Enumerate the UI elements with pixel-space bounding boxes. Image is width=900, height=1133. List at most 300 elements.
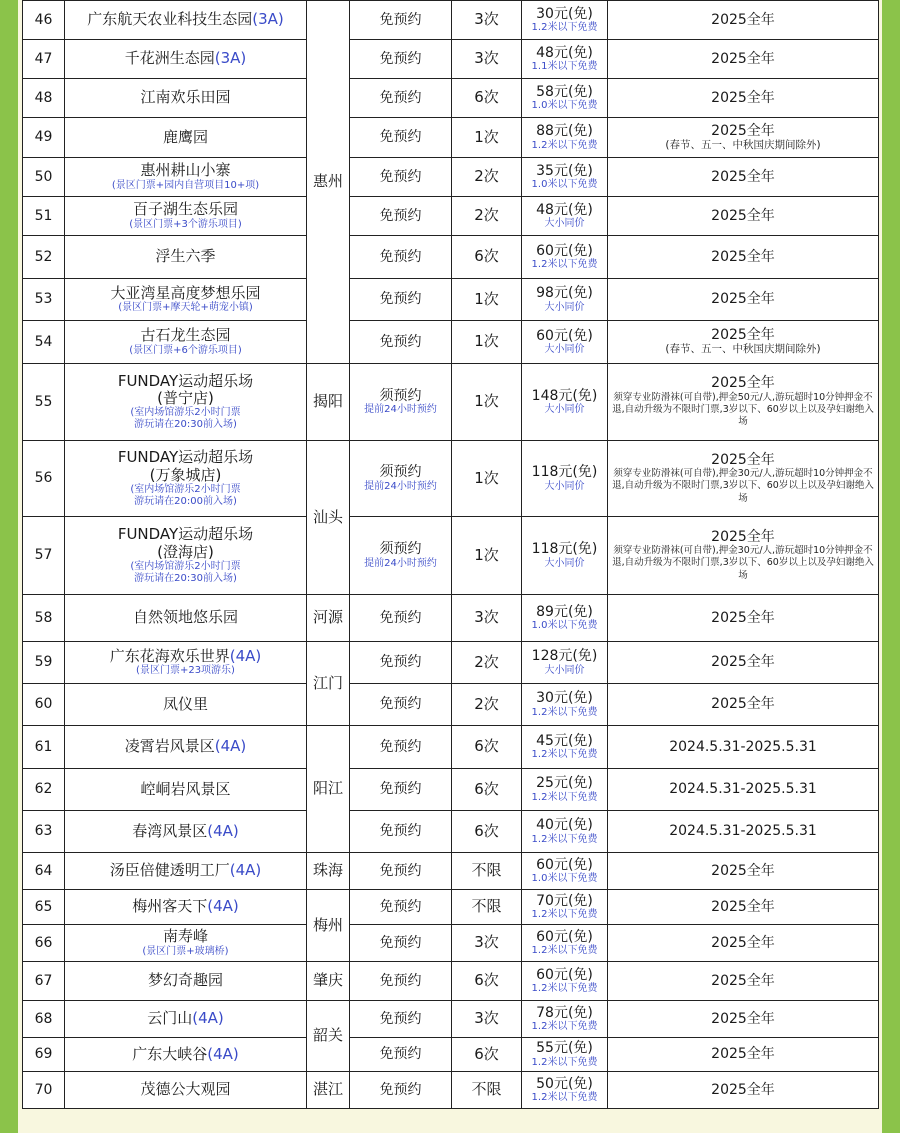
validity-period: 2025全年 (711, 122, 775, 139)
price-cell (522, 811, 608, 853)
row-number: 57 (23, 517, 65, 595)
attraction-name-cell (65, 684, 307, 726)
price-cell (522, 279, 608, 321)
attraction-name-cell (65, 925, 307, 962)
validity-period: 2024.5.31-2025.5.31 (669, 781, 817, 798)
validity-cell (608, 726, 879, 769)
table-row (23, 1001, 879, 1038)
validity-period: 2025全年 (711, 168, 775, 185)
attraction-name (67, 898, 304, 915)
booking-cell (350, 811, 452, 853)
price-cell (522, 890, 608, 925)
row-number: 65 (23, 890, 65, 925)
validity-cell (608, 1, 879, 40)
price-cell (522, 1038, 608, 1072)
price-note: 1.2米以下免费 (531, 909, 598, 921)
ticket-price: 60元(免) (536, 966, 593, 983)
attraction-name-text: 云门山 (147, 1009, 193, 1028)
booking-cell (350, 364, 452, 441)
row-number: 55 (23, 364, 65, 441)
attraction-includes: (室内场馆游乐2小时门票 (130, 560, 241, 572)
attraction-name-cell (65, 321, 307, 364)
attraction-name-text: 南寿峰 (162, 927, 208, 946)
validity-cell (608, 441, 879, 517)
validity-period: 2025全年 (711, 1010, 775, 1027)
price-cell (522, 853, 608, 890)
visit-count: 1次 (452, 364, 522, 441)
validity-note: (春节、五一、中秋国庆期间除外) (665, 138, 821, 151)
table-row (23, 517, 879, 595)
row-number: 61 (23, 726, 65, 769)
validity-cell (608, 236, 879, 279)
price-cell (522, 769, 608, 811)
attraction-name-cell (65, 642, 307, 684)
visit-count: 3次 (452, 925, 522, 962)
booking-cell (350, 726, 452, 769)
attraction-name (67, 285, 304, 302)
attraction-name (67, 201, 304, 218)
price-cell (522, 158, 608, 197)
table-row (23, 853, 879, 890)
attraction-name-cell (65, 197, 307, 236)
price-note: 大小同价 (544, 404, 585, 416)
row-number: 62 (23, 769, 65, 811)
row-number: 66 (23, 925, 65, 962)
price-note: 1.2米以下免费 (531, 983, 598, 995)
table-row (23, 79, 879, 118)
attraction-level: (4A) (207, 1044, 239, 1063)
booking-requirement: 须预约 (379, 541, 422, 558)
price-note: 1.2米以下免费 (531, 749, 598, 761)
ticket-price: 118元(免) (531, 464, 598, 481)
table-row (23, 321, 879, 364)
city-cell: 河源 (307, 595, 350, 642)
validity-cell (608, 279, 879, 321)
price-cell (522, 1001, 608, 1038)
attraction-level: (4A) (207, 897, 239, 916)
price-note: 1.2米以下免费 (531, 791, 598, 803)
attraction-table (22, 0, 879, 1109)
attraction-name-text: FUNDAY运动超乐场 (117, 371, 254, 390)
validity-cell (608, 364, 879, 441)
attraction-name-cell (65, 769, 307, 811)
attraction-name-text: 惠州耕山小寨 (140, 161, 231, 180)
attraction-name (67, 526, 304, 543)
visit-count: 2次 (452, 158, 522, 197)
validity-period: 2025全年 (711, 934, 775, 951)
booking-requirement: 免预约 (379, 129, 422, 146)
attraction-name (67, 1081, 304, 1098)
price-cell (522, 684, 608, 726)
validity-cell (608, 118, 879, 158)
validity-period: 2025全年 (711, 609, 775, 626)
validity-cell (608, 684, 879, 726)
attraction-name-cell (65, 853, 307, 890)
visit-count: 6次 (452, 962, 522, 1001)
price-cell (522, 595, 608, 642)
price-note: 1.0米以下免费 (531, 620, 598, 632)
attraction-level: (4A) (214, 737, 247, 756)
attraction-name-text: FUNDAY运动超乐场 (117, 525, 254, 544)
price-note: 1.2米以下免费 (531, 833, 598, 845)
price-note: 1.2米以下免费 (531, 139, 598, 151)
booking-requirement: 免预约 (379, 781, 422, 798)
attraction-name-text: 茂德公大观园 (140, 1080, 231, 1099)
booking-note: 提前24小时预约 (364, 480, 437, 492)
visit-count: 2次 (452, 642, 522, 684)
validity-period: 2025全年 (711, 291, 775, 308)
attraction-name-text: 汤臣倍健透明工厂 (109, 861, 230, 880)
attraction-name (67, 862, 304, 879)
booking-cell (350, 962, 452, 1001)
booking-requirement: 免预约 (379, 168, 422, 185)
booking-requirement: 免预约 (379, 1046, 422, 1063)
attraction-name (67, 327, 304, 344)
attraction-level: (3A) (252, 10, 284, 29)
attraction-includes-note: 游玩请在20:30前入场) (134, 572, 237, 584)
visit-count: 1次 (452, 321, 522, 364)
validity-cell (608, 517, 879, 595)
ticket-price: 40元(免) (536, 817, 593, 834)
attraction-name-text: 梦幻奇趣园 (147, 971, 223, 990)
booking-cell (350, 1, 452, 40)
table-row (23, 595, 879, 642)
city-cell: 珠海 (307, 853, 350, 890)
validity-period: 2025全年 (711, 248, 775, 265)
price-note: 1.0米以下免费 (531, 100, 598, 112)
price-cell (522, 962, 608, 1001)
visit-count: 6次 (452, 769, 522, 811)
price-cell (522, 925, 608, 962)
attraction-name (67, 1046, 304, 1063)
ticket-price: 70元(免) (536, 892, 593, 909)
attraction-name-text: 千花洲生态园 (124, 49, 215, 68)
ticket-price: 55元(免) (536, 1040, 593, 1057)
row-number: 60 (23, 684, 65, 726)
booking-cell (350, 40, 452, 79)
ticket-price: 78元(免) (536, 1004, 593, 1021)
price-note: 1.0米以下免费 (531, 873, 598, 885)
attraction-name-text: 凤仪里 (162, 694, 208, 713)
attraction-name-cell (65, 441, 307, 517)
booking-cell (350, 79, 452, 118)
row-number: 63 (23, 811, 65, 853)
city-cell: 汕头 (307, 441, 350, 595)
booking-requirement: 免预约 (379, 823, 422, 840)
visit-count: 1次 (452, 118, 522, 158)
attraction-name-cell (65, 364, 307, 441)
validity-cell (608, 40, 879, 79)
booking-requirement: 须预约 (379, 387, 422, 404)
row-number: 51 (23, 197, 65, 236)
attraction-name-cell (65, 79, 307, 118)
validity-cell (608, 1072, 879, 1109)
validity-cell (608, 890, 879, 925)
table-row (23, 118, 879, 158)
booking-cell (350, 321, 452, 364)
attraction-name-text: 广东大峡谷 (132, 1044, 208, 1063)
booking-requirement: 免预约 (379, 862, 422, 879)
row-number: 53 (23, 279, 65, 321)
attraction-name-text: 凌霄岩风景区 (124, 737, 215, 756)
attraction-name-text: 春湾风景区 (132, 821, 208, 840)
city-cell: 惠州 (307, 1, 350, 364)
validity-cell (608, 79, 879, 118)
attraction-name (67, 823, 304, 840)
city-cell: 湛江 (307, 1072, 350, 1109)
booking-requirement: 免预约 (379, 1010, 422, 1027)
booking-requirement: 免预约 (379, 333, 422, 350)
attraction-name (67, 11, 304, 28)
booking-cell (350, 684, 452, 726)
attraction-level: (4A) (207, 821, 239, 840)
attraction-name-text: 浮生六季 (155, 247, 216, 266)
validity-period: 2025全年 (711, 1081, 775, 1098)
booking-requirement: 须预约 (379, 464, 422, 481)
validity-period: 2025全年 (711, 89, 775, 106)
price-cell (522, 517, 608, 595)
table-row (23, 364, 879, 441)
booking-cell (350, 1038, 452, 1072)
booking-requirement: 免预约 (379, 654, 422, 671)
attraction-name (67, 648, 304, 665)
table-row (23, 1072, 879, 1109)
visit-count: 6次 (452, 79, 522, 118)
validity-period: 2025全年 (711, 327, 775, 344)
validity-cell (608, 769, 879, 811)
attraction-level: (4A) (229, 861, 262, 880)
row-number: 58 (23, 595, 65, 642)
booking-requirement: 免预约 (379, 50, 422, 67)
row-number: 56 (23, 441, 65, 517)
attraction-name (67, 162, 304, 179)
row-number: 64 (23, 853, 65, 890)
booking-requirement: 免预约 (379, 738, 422, 755)
attraction-name-cell (65, 811, 307, 853)
price-note: 1.2米以下免费 (531, 22, 598, 34)
price-note: 1.2米以下免费 (531, 1056, 598, 1068)
validity-cell (608, 1038, 879, 1072)
price-note: 1.1米以下免费 (531, 61, 598, 73)
attraction-includes-note: 游玩请在20:00前入场) (134, 495, 237, 507)
validity-period: 2025全年 (711, 528, 775, 545)
city-cell: 韶关 (307, 1001, 350, 1072)
attraction-branch: (澄海店) (157, 542, 214, 561)
attraction-branch: (普宁店) (157, 389, 214, 407)
validity-period: 2025全年 (711, 654, 775, 671)
attraction-name-cell (65, 279, 307, 321)
booking-cell (350, 197, 452, 236)
visit-count: 1次 (452, 441, 522, 517)
price-note: 1.0米以下免费 (531, 179, 598, 191)
table-row (23, 811, 879, 853)
city-cell: 梅州 (307, 890, 350, 962)
booking-requirement: 免预约 (379, 89, 422, 106)
price-note: 大小同价 (544, 664, 585, 676)
ticket-price: 98元(免) (536, 285, 593, 302)
attraction-name-cell (65, 40, 307, 79)
table-row (23, 197, 879, 236)
visit-count: 不限 (452, 890, 522, 925)
attraction-name-text: 鹿鹰园 (162, 127, 208, 146)
booking-cell (350, 1072, 452, 1109)
validity-note: (春节、五一、中秋国庆期间除外) (665, 343, 821, 356)
booking-cell (350, 279, 452, 321)
validity-note: 须穿专业防滑袜(可自带),押金30元/人,游玩超时10分钟押金不退,自动升级为不限时门票,3岁以下、60岁以上以及孕妇谢绝入场 (612, 468, 874, 504)
attraction-name-text: 梅州客天下 (132, 897, 208, 916)
booking-note: 提前24小时预约 (364, 557, 437, 569)
validity-period: 2025全年 (711, 862, 775, 879)
price-note: 大小同价 (544, 480, 585, 492)
attraction-name (67, 1010, 304, 1027)
attraction-level: (4A) (229, 646, 262, 665)
price-note: 大小同价 (544, 557, 585, 569)
booking-requirement: 免预约 (379, 972, 422, 989)
validity-period: 2025全年 (711, 207, 775, 224)
attraction-name-cell (65, 890, 307, 925)
price-note: 1.2米以下免费 (531, 1021, 598, 1033)
attraction-includes: (景区门票+3个游乐项目) (129, 218, 242, 230)
ticket-price: 60元(免) (536, 928, 593, 945)
visit-count: 1次 (452, 517, 522, 595)
booking-cell (350, 236, 452, 279)
attraction-name (67, 738, 304, 755)
booking-cell (350, 118, 452, 158)
attraction-name (67, 373, 304, 390)
attraction-includes: (景区门票+摩天轮+萌宠小镇) (118, 302, 253, 314)
ticket-price: 30元(免) (536, 5, 593, 22)
ticket-price: 148元(免) (531, 387, 598, 404)
ticket-price: 128元(免) (531, 648, 598, 665)
price-cell (522, 321, 608, 364)
price-cell (522, 364, 608, 441)
row-number: 47 (23, 40, 65, 79)
ticket-price: 48元(免) (536, 44, 593, 61)
price-cell (522, 1072, 608, 1109)
booking-cell (350, 769, 452, 811)
validity-note: 须穿专业防滑袜(可自带),押金50元/人,游玩超时10分钟押金不退,自动升级为不限时门票,3岁以下、60岁以上以及孕妇谢绝入场 (612, 391, 874, 428)
attraction-name (67, 248, 304, 265)
row-number: 52 (23, 236, 65, 279)
attraction-name-cell (65, 962, 307, 1001)
validity-period: 2025全年 (711, 972, 775, 989)
row-number: 49 (23, 118, 65, 158)
attraction-name (67, 129, 304, 146)
attraction-name-cell (65, 726, 307, 769)
table-row (23, 1, 879, 40)
price-note: 1.2米以下免费 (531, 259, 598, 271)
validity-cell (608, 811, 879, 853)
visit-count: 6次 (452, 1038, 522, 1072)
row-number: 59 (23, 642, 65, 684)
visit-count: 6次 (452, 726, 522, 769)
table-row (23, 890, 879, 925)
ticket-price: 60元(免) (536, 856, 593, 873)
attraction-includes-note: 游玩请在20:30前入场) (134, 419, 237, 431)
row-number: 67 (23, 962, 65, 1001)
price-cell (522, 441, 608, 517)
attraction-includes: (景区门票+23项游乐) (136, 665, 235, 677)
attraction-name (67, 50, 304, 67)
attraction-name-cell (65, 517, 307, 595)
price-cell (522, 118, 608, 158)
attraction-name-cell (65, 1072, 307, 1109)
table-row (23, 642, 879, 684)
booking-requirement: 免预约 (379, 291, 422, 308)
price-note: 1.2米以下免费 (531, 1092, 598, 1104)
attraction-name-text: 自然领地悠乐园 (132, 608, 238, 627)
attraction-name-cell (65, 1001, 307, 1038)
table-row (23, 40, 879, 79)
city-cell: 江门 (307, 642, 350, 726)
validity-note: 须穿专业防滑袜(可自带),押金30元/人,游玩超时10分钟押金不退,自动升级为不限时门票,3岁以下、60岁以上以及孕妇谢绝入场 (612, 545, 874, 581)
table-row (23, 158, 879, 197)
row-number: 70 (23, 1072, 65, 1109)
price-cell (522, 197, 608, 236)
attraction-name-text: 古石龙生态园 (140, 326, 231, 345)
booking-cell (350, 853, 452, 890)
attraction-name-cell (65, 118, 307, 158)
row-number: 46 (23, 1, 65, 40)
validity-period: 2025全年 (711, 375, 775, 392)
booking-cell (350, 925, 452, 962)
booking-requirement: 免预约 (379, 248, 422, 265)
ticket-price: 60元(免) (536, 327, 593, 344)
validity-period: 2024.5.31-2025.5.31 (669, 823, 817, 840)
attraction-name (67, 609, 304, 626)
visit-count: 3次 (452, 1001, 522, 1038)
row-number: 54 (23, 321, 65, 364)
attraction-name-text: 大亚湾星高度梦想乐园 (110, 283, 261, 302)
price-cell (522, 642, 608, 684)
validity-cell (608, 321, 879, 364)
visit-count: 3次 (452, 595, 522, 642)
attraction-name (67, 89, 304, 106)
right-border (882, 0, 900, 1133)
ticket-price: 58元(免) (536, 83, 593, 100)
row-number: 69 (23, 1038, 65, 1072)
table-row (23, 236, 879, 279)
booking-cell (350, 517, 452, 595)
city-cell: 阳江 (307, 726, 350, 853)
booking-note: 提前24小时预约 (364, 404, 437, 416)
attraction-name (67, 449, 304, 466)
visit-count: 3次 (452, 1, 522, 40)
validity-period: 2025全年 (711, 451, 775, 468)
table-row (23, 962, 879, 1001)
price-note: 大小同价 (544, 218, 585, 230)
visit-count: 2次 (452, 197, 522, 236)
booking-requirement: 免预约 (379, 696, 422, 713)
attraction-name (67, 781, 304, 798)
table-row (23, 726, 879, 769)
booking-cell (350, 441, 452, 517)
ticket-price: 35元(免) (536, 162, 593, 179)
row-number: 50 (23, 158, 65, 197)
attraction-name-text: 江南欢乐田园 (140, 88, 231, 107)
ticket-price: 30元(免) (536, 690, 593, 707)
table-row (23, 925, 879, 962)
validity-cell (608, 1001, 879, 1038)
validity-period: 2025全年 (711, 1046, 775, 1063)
price-cell (522, 726, 608, 769)
booking-cell (350, 642, 452, 684)
attraction-name-cell (65, 158, 307, 197)
price-note: 1.2米以下免费 (531, 945, 598, 957)
visit-count: 6次 (452, 236, 522, 279)
price-cell (522, 79, 608, 118)
validity-cell (608, 962, 879, 1001)
